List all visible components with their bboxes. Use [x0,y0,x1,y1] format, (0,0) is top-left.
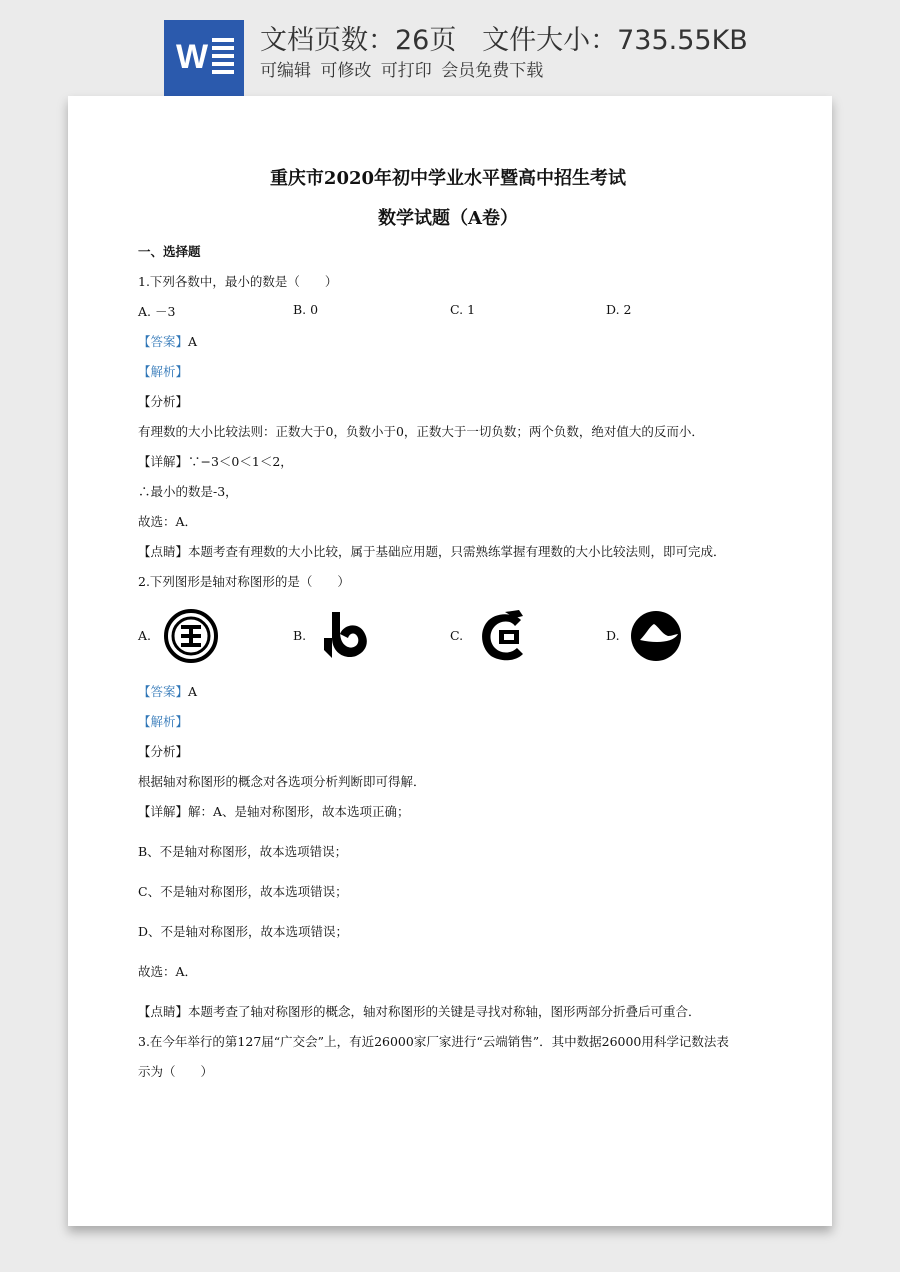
logo-a-icon [163,608,219,664]
banner-title: 文档页数：26页 文件大小：735.55KB [260,25,748,56]
q2-analysis-tag: 【解析】 [138,714,189,729]
q1-option-d: D. 2 [606,302,632,317]
q1-option-a: A. －3 [138,304,176,319]
q2-stem: 2.下列图形是轴对称图形的是（ ） [138,574,350,589]
q2-fenxi-text: 根据轴对称图形的概念对各选项分析判断即可得解． [138,774,426,789]
q2-choose: 故选：A． [138,964,198,979]
q2-answer-tag: 【答案】 [138,684,189,699]
q3-stem-line2: 示为（ ） [138,1064,214,1079]
q2-option-c-verdict: C、不是轴对称图形，故本选项错误； [138,884,348,899]
q2-comment: 【点睛】本题考查了轴对称图形的概念，轴对称图形的关键是寻找对称轴，图形两部分折叠后可重合． [138,1004,701,1019]
q2-detail: 【详解】解：A、是轴对称图形，故本选项正确； [138,804,410,819]
q1-answer-value: A [188,334,198,349]
banner-subtitle: 可编辑 可修改 可打印 会员免费下载 [260,61,544,81]
q2-option-b-verdict: B、不是轴对称图形，故本选项错误； [138,844,348,859]
q1-detail: 【详解】∵−3＜0＜1＜2， [138,454,293,469]
q1-choose: 故选：A． [138,514,198,529]
section-heading: 一、选择题 [138,244,201,259]
q1-fenxi: 【分析】 [138,394,189,409]
logo-c-icon [475,608,531,664]
q1-therefore: ∴最小的数是-3， [138,484,238,499]
q1-stem: 1.下列各数中，最小的数是（ ） [138,274,338,289]
q2-fenxi: 【分析】 [138,744,189,759]
q1-answer [138,332,197,350]
document-page [68,96,832,1226]
q2-answer-value: A [188,684,198,699]
q2-option-d-label: D. [606,628,620,643]
q2-option-b-label: B. [293,628,307,643]
doc-subtitle: 数学试题（A卷） [378,208,518,229]
q1-answer-tag: 【答案】 [138,334,189,349]
q1-comment: 【点睛】本题考查有理数的大小比较，属于基础应用题，只需熟练掌握有理数的大小比较法则，即可完成． [138,544,726,559]
q1-option-b: B. 0 [293,302,319,317]
doc-title: 重庆市2020年初中学业水平暨高中招生考试 [269,168,627,189]
q1-analysis-tag: 【解析】 [138,364,189,379]
header-banner [0,0,900,96]
word-doc-icon [164,20,244,96]
q2-answer [138,682,197,700]
q2-option-c-label: C. [450,628,464,643]
word-icon-letter: W [176,38,209,76]
q1-fenxi-text: 有理数的大小比较法则：正数大于0，负数小于0，正数大于一切负数；两个负数，绝对值大的反而小． [138,424,704,439]
q2-option-a-label: A. [138,628,152,643]
word-icon-lines [212,38,234,78]
q1-option-c: C. 1 [450,302,476,317]
q3-stem-line1: 3.在今年举行的第127届“广交会”上，有近26000家厂家进行“云端销售”．其中数据26000用科学记数法表 [138,1034,729,1049]
logo-d-icon [628,608,684,664]
q2-option-d-verdict: D、不是轴对称图形，故本选项错误； [138,924,349,939]
logo-b-icon [318,608,374,664]
